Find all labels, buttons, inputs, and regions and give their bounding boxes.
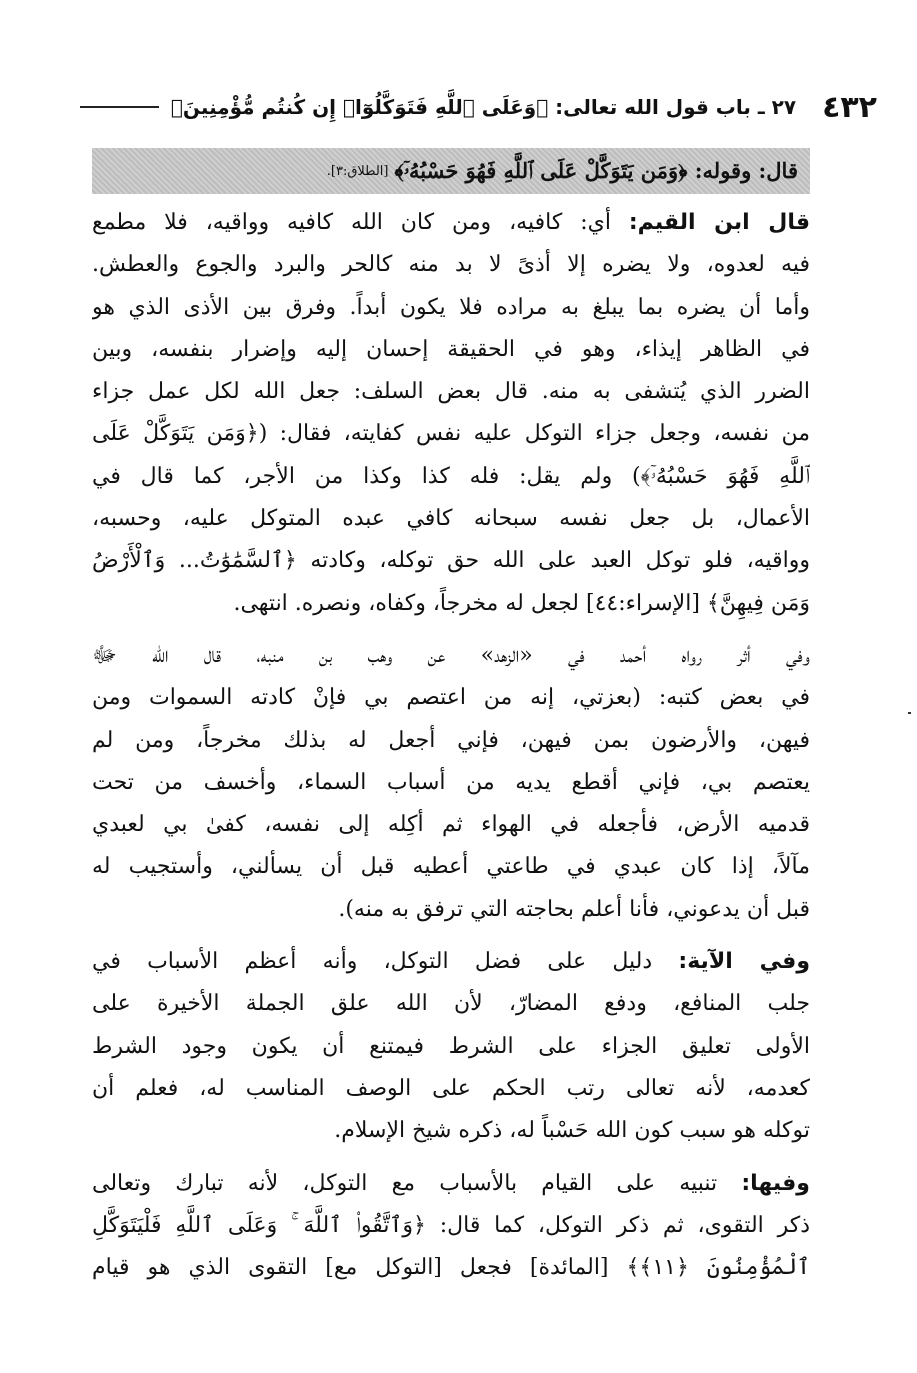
- text-line: قدميه الأرض، فأجعله في الهواء ثم أكِله إلى نفسه، كفىٰ بي لعبدي: [92, 812, 810, 838]
- running-header: [80, 82, 877, 132]
- section-banner: [92, 148, 810, 194]
- text-line: ٱللَّهِ فَهُوَ حَسْبُهُۥٓ﴾) ولم يقل: فله كذا وكذا من الأجر، كما قال في: [92, 463, 810, 489]
- text-line: كعدمه، لأنه تعالى رتب الحكم على الوصف المناسب له، فعلم أن: [92, 1075, 810, 1101]
- text-line: يعتصم بي، فإني أقطع يديه من أسباب السماء، وأخسف من تحت: [92, 769, 810, 795]
- paragraph-lead: قال ابن القيم:: [628, 210, 810, 235]
- paragraph-lead: وفي الآية:: [678, 949, 810, 975]
- paragraph-wa-fil-ayah: [92, 941, 810, 1152]
- header-rule: [80, 106, 159, 108]
- page-number: ٤٣٢: [822, 89, 877, 125]
- text-line: الأولى تعليق الجزاء على الشرط فيمتنع أن يكون وجود الشرط: [92, 1033, 810, 1059]
- text-line: وواقيه، فلو توكل العبد على الله حق توكله، وكادته ﴿ٱلسَّمَٰوَٰتُ... وَٱلْأَرْضُ: [92, 548, 810, 574]
- text-line: الضرر الذي يُتشفى به منه. قال بعض السلف: جعل الله لكل عمل جزاء: [92, 379, 810, 405]
- paragraph-athar-ahmad: [92, 635, 810, 931]
- text-line: وأما أن يضره بما يبلغ به مراده فلا يكون أبداً. وفرق بين الأذى الذي هو: [92, 294, 810, 320]
- text-line: قبل أن يدعوني، فأنا أعلم بحاجته التي ترفق به منه).: [338, 896, 810, 922]
- text-line: ذكر التقوى، ثم ذكر التوكل، كما قال: ﴿وَٱتَّقُوا۟ ٱللَّهَ ۚ وَعَلَى ٱللَّهِ فَلْيَتَوَكَّلِ: [92, 1212, 810, 1238]
- paragraph-ibn-al-qayyim: [92, 202, 810, 625]
- text-line: جلب المنافع، ودفع المضارّ، لأن الله علق الجملة الأخيرة على: [92, 991, 810, 1017]
- chapter-title: ٢٧ ـ باب قول الله تعالى: ﴿وَعَلَى ٱللَّهِ فَتَوَكَّلُوٓا۟ إِن كُنتُم مُّؤْمِنِينَ﴾: [170, 95, 797, 119]
- text-line: وفي أثر رواه أحمد في «الزهد» عن وهب بن منبه، قال الله ﷻ: [92, 642, 810, 668]
- page-body: [92, 202, 810, 1299]
- text-line: وفي الآية: دليل على فضل التوكل، وأنه أعظم الأسباب في: [92, 949, 810, 975]
- text-line: الأعمال، بل جعل نفسه سبحانه كافي عبده المتوكل عليه، وحسبه،: [92, 506, 810, 532]
- text-line: وَمَن فِيهِنَّ﴾ [الإسراء:٤٤] لجعل له مخرجاً، وكفاه، ونصره. انتهى.: [233, 590, 810, 616]
- paragraph-lead: وفيها:: [741, 1170, 810, 1196]
- banner-text: قال: وقوله: ﴿وَمَن يَتَوَكَّلْ عَلَى ٱللَّهِ فَهُوَ حَسْبُهُۥٓ﴾: [394, 158, 798, 183]
- text-line: توكله هو سبب كون الله حَسْباً له، ذكره شيخ الإسلام.: [334, 1118, 810, 1144]
- text-line: في بعض كتبه: (بعزتي، إنه من اعتصم بي فإنْ كادته السموات ومن: [92, 685, 810, 711]
- text-line: مآلاً، إذا كان عبدي في طاعتي أعطيه قبل أن يسألني، وأستجيب له: [92, 854, 810, 880]
- text-line: ٱلْمُؤْمِنُونَ ﴿١١﴾﴾ [المائدة] فجعل [التوكل مع] التقوى الذي هو قيام: [92, 1255, 810, 1281]
- banner-reference: [الطلاق:٣].: [326, 163, 389, 179]
- text-line: فيه لعدوه، ولا يضره إلا أذىً لا بد منه كالحر والبرد والجوع والعطش.: [92, 252, 810, 278]
- text-line: من نفسه، وجعل جزاء التوكل عليه نفس كفايته، فقال: (﴿وَمَن يَتَوَكَّلْ عَلَى: [92, 421, 810, 447]
- text-line: فيهن، والأرضون بمن فيهن، فإني أجعل له بذلك مخرجاً، ومن لم: [92, 727, 810, 753]
- text-line: وفيها: تنبيه على القيام بالأسباب مع التوكل، لأنه تبارك وتعالى: [92, 1170, 810, 1196]
- text-line: في الظاهر إيذاء، وهو في الحقيقة إحسان إليه وإضرار بنفسه، وبين: [92, 336, 810, 362]
- paragraph-wa-fiha: [92, 1163, 810, 1290]
- margin-mark: [908, 712, 911, 714]
- text-line: قال ابن القيم: أي: كافيه، ومن كان الله كافيه وواقيه، فلا مطمع: [92, 210, 810, 235]
